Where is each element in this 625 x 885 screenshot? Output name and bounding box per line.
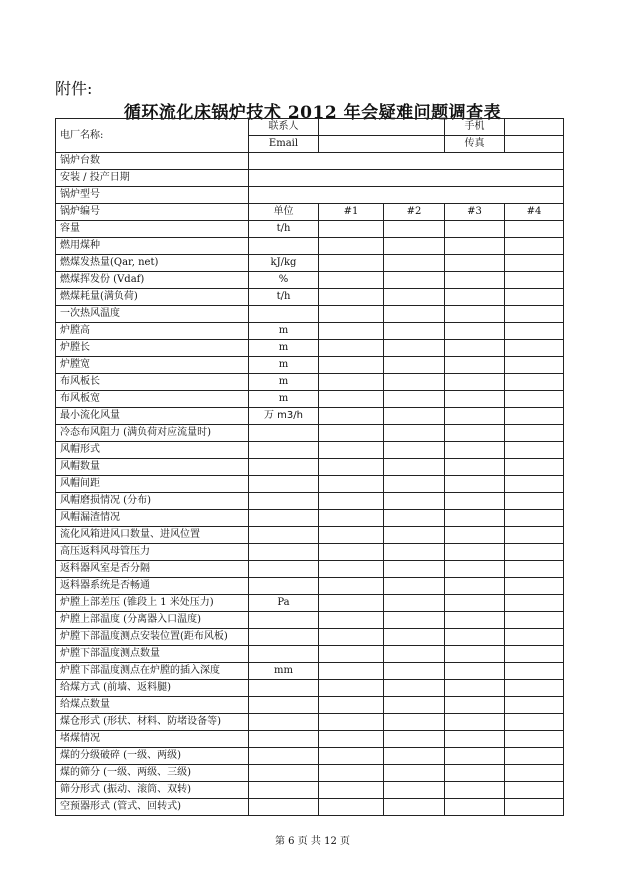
- row-label: 锅炉型号: [56, 187, 249, 204]
- row-label: 高压返料风母管压力: [56, 544, 249, 561]
- row-label: 炉膛高: [56, 323, 249, 340]
- boiler-value-cell[interactable]: [319, 527, 384, 544]
- boiler-value-cell[interactable]: [445, 289, 505, 306]
- contact-value[interactable]: [319, 119, 445, 136]
- row-label: 冷态布风阻力 (满负荷对应流量时): [56, 425, 249, 442]
- boiler-value-cell[interactable]: [505, 612, 564, 629]
- unit-header: 单位: [249, 204, 319, 221]
- boiler-value-cell[interactable]: [445, 221, 505, 238]
- table-row: [56, 731, 564, 748]
- row-label: 给煤方式 (前墙、返料腿): [56, 680, 249, 697]
- boiler-value-cell[interactable]: [505, 544, 564, 561]
- boiler-value-cell[interactable]: [505, 629, 564, 646]
- row-label: 筛分形式 (振动、滚筒、双转): [56, 782, 249, 799]
- row-unit: [249, 714, 319, 731]
- table-row: [56, 765, 564, 782]
- row-value[interactable]: [249, 187, 564, 204]
- row-unit: [249, 799, 319, 816]
- mobile-label: 手机: [445, 119, 505, 136]
- row-label: 风帽形式: [56, 442, 249, 459]
- row-unit: m: [249, 357, 319, 374]
- row-unit: [249, 527, 319, 544]
- boiler-value-cell[interactable]: [384, 612, 445, 629]
- row-label: 风帽间距: [56, 476, 249, 493]
- fax-label: 传真: [445, 136, 505, 153]
- boiler-value-cell[interactable]: [319, 544, 384, 561]
- boiler-value-cell[interactable]: [445, 697, 505, 714]
- boiler-value-cell[interactable]: [319, 442, 384, 459]
- row-label: 燃煤发热量(Qar, net): [56, 255, 249, 272]
- boiler-value-cell[interactable]: [505, 527, 564, 544]
- table-row: [56, 527, 564, 544]
- boiler-value-cell[interactable]: [384, 680, 445, 697]
- boiler-value-cell[interactable]: [319, 272, 384, 289]
- boiler-value-cell[interactable]: [505, 425, 564, 442]
- boiler-value-cell[interactable]: [505, 476, 564, 493]
- boiler-value-cell[interactable]: [384, 731, 445, 748]
- table-row: [56, 408, 564, 425]
- boiler-value-cell[interactable]: [445, 442, 505, 459]
- boiler-value-cell[interactable]: [319, 731, 384, 748]
- boiler-value-cell[interactable]: [505, 561, 564, 578]
- boiler-value-cell[interactable]: [505, 782, 564, 799]
- row-label: 炉膛下部温度测点数量: [56, 646, 249, 663]
- boiler-value-cell[interactable]: [384, 476, 445, 493]
- boiler-value-cell[interactable]: [445, 629, 505, 646]
- row-unit: [249, 578, 319, 595]
- boiler-value-cell[interactable]: [384, 272, 445, 289]
- boiler-value-cell[interactable]: [319, 323, 384, 340]
- boiler-value-cell[interactable]: [505, 272, 564, 289]
- boiler-value-cell[interactable]: [505, 748, 564, 765]
- boiler-value-cell[interactable]: [505, 510, 564, 527]
- row-label: 煤仓形式 (形状、材料、防堵设备等): [56, 714, 249, 731]
- boiler-number-4: #4: [505, 204, 564, 221]
- row-unit: [249, 459, 319, 476]
- boiler-value-cell[interactable]: [319, 306, 384, 323]
- boiler-value-cell[interactable]: [505, 680, 564, 697]
- boiler-value-cell[interactable]: [445, 748, 505, 765]
- boiler-value-cell[interactable]: [319, 476, 384, 493]
- boiler-value-cell[interactable]: [384, 782, 445, 799]
- table-row: [56, 578, 564, 595]
- boiler-value-cell[interactable]: [505, 340, 564, 357]
- boiler-value-cell[interactable]: [445, 510, 505, 527]
- row-value[interactable]: [249, 153, 564, 170]
- table-row: [56, 323, 564, 340]
- row-unit: [249, 238, 319, 255]
- boiler-value-cell[interactable]: [505, 493, 564, 510]
- table-row: [56, 714, 564, 731]
- boiler-value-cell[interactable]: [384, 391, 445, 408]
- boiler-value-cell[interactable]: [319, 646, 384, 663]
- row-unit: [249, 442, 319, 459]
- boiler-value-cell[interactable]: [319, 561, 384, 578]
- boiler-value-cell[interactable]: [505, 714, 564, 731]
- row-label: 燃煤耗量(满负荷): [56, 289, 249, 306]
- boiler-value-cell[interactable]: [319, 425, 384, 442]
- boiler-value-cell[interactable]: [505, 391, 564, 408]
- boiler-value-cell[interactable]: [505, 799, 564, 816]
- row-label: 风帽数量: [56, 459, 249, 476]
- row-label: 空预器形式 (管式、回转式): [56, 799, 249, 816]
- boiler-value-cell[interactable]: [319, 663, 384, 680]
- table-row: [56, 561, 564, 578]
- table-row: [56, 357, 564, 374]
- boiler-value-cell[interactable]: [505, 374, 564, 391]
- row-unit: [249, 629, 319, 646]
- row-label: 炉膛上部温度 (分离器入口温度): [56, 612, 249, 629]
- boiler-value-cell[interactable]: [505, 697, 564, 714]
- boiler-value-cell[interactable]: [319, 221, 384, 238]
- boiler-value-cell[interactable]: [505, 306, 564, 323]
- boiler-value-cell[interactable]: [384, 714, 445, 731]
- boiler-value-cell[interactable]: [384, 748, 445, 765]
- row-unit: m: [249, 323, 319, 340]
- boiler-value-cell[interactable]: [445, 391, 505, 408]
- row-unit: %: [249, 272, 319, 289]
- boiler-value-cell[interactable]: [445, 408, 505, 425]
- table-row: [56, 799, 564, 816]
- table-row: [56, 170, 564, 187]
- boiler-value-cell[interactable]: [505, 459, 564, 476]
- boiler-value-cell[interactable]: [384, 765, 445, 782]
- row-unit: [249, 425, 319, 442]
- row-unit: [249, 748, 319, 765]
- row-value[interactable]: [249, 170, 564, 187]
- table-row: [56, 255, 564, 272]
- row-unit: t/h: [249, 221, 319, 238]
- row-label: 容量: [56, 221, 249, 238]
- row-label: 一次热风温度: [56, 306, 249, 323]
- table-row: [56, 425, 564, 442]
- boiler-value-cell[interactable]: [319, 612, 384, 629]
- boiler-value-cell[interactable]: [319, 714, 384, 731]
- boiler-value-cell[interactable]: [319, 255, 384, 272]
- boiler-value-cell[interactable]: [445, 646, 505, 663]
- boiler-value-cell[interactable]: [319, 578, 384, 595]
- table-row: [56, 612, 564, 629]
- boiler-value-cell[interactable]: [384, 697, 445, 714]
- row-label: 布风板长: [56, 374, 249, 391]
- boiler-value-cell[interactable]: [319, 459, 384, 476]
- boiler-number-2: #2: [384, 204, 445, 221]
- boiler-value-cell[interactable]: [505, 289, 564, 306]
- boiler-number-1: #1: [319, 204, 384, 221]
- boiler-value-cell[interactable]: [505, 595, 564, 612]
- boiler-value-cell[interactable]: [445, 663, 505, 680]
- boiler-value-cell[interactable]: [319, 408, 384, 425]
- row-label: 堵煤情况: [56, 731, 249, 748]
- table-row: [56, 748, 564, 765]
- boiler-value-cell[interactable]: [445, 612, 505, 629]
- boiler-value-cell[interactable]: [384, 510, 445, 527]
- boiler-value-cell[interactable]: [319, 340, 384, 357]
- row-unit: t/h: [249, 289, 319, 306]
- boiler-value-cell[interactable]: [505, 408, 564, 425]
- page-title: 循环流化床锅炉技术 2012 年会疑难问题调查表: [123, 103, 502, 123]
- boiler-value-cell[interactable]: [445, 544, 505, 561]
- row-label: 锅炉台数: [56, 153, 249, 170]
- table-row: [56, 697, 564, 714]
- boiler-value-cell[interactable]: [384, 663, 445, 680]
- boiler-value-cell[interactable]: [319, 238, 384, 255]
- boiler-value-cell[interactable]: [319, 391, 384, 408]
- boiler-value-cell[interactable]: [384, 255, 445, 272]
- boiler-value-cell[interactable]: [505, 578, 564, 595]
- table-row: [56, 493, 564, 510]
- boiler-value-cell[interactable]: [445, 255, 505, 272]
- row-unit: m: [249, 391, 319, 408]
- boiler-value-cell[interactable]: [445, 578, 505, 595]
- boiler-value-cell[interactable]: [445, 799, 505, 816]
- boiler-value-cell[interactable]: [384, 323, 445, 340]
- boiler-value-cell[interactable]: [319, 765, 384, 782]
- row-unit: Pa: [249, 595, 319, 612]
- boiler-value-cell[interactable]: [319, 629, 384, 646]
- table-row: [56, 289, 564, 306]
- table-row: [56, 238, 564, 255]
- row-unit: [249, 561, 319, 578]
- row-label: 炉膛下部温度测点安装位置(距布风板): [56, 629, 249, 646]
- boiler-value-cell[interactable]: [319, 782, 384, 799]
- table-row: [56, 595, 564, 612]
- boiler-value-cell[interactable]: [445, 238, 505, 255]
- boiler-value-cell[interactable]: [384, 340, 445, 357]
- row-label: 燃用煤种: [56, 238, 249, 255]
- boiler-value-cell[interactable]: [319, 697, 384, 714]
- row-unit: 万 m3/h: [249, 408, 319, 425]
- boiler-value-cell[interactable]: [384, 357, 445, 374]
- row-label: 布风板宽: [56, 391, 249, 408]
- boiler-value-cell[interactable]: [505, 663, 564, 680]
- row-unit: [249, 510, 319, 527]
- row-label: 最小流化风量: [56, 408, 249, 425]
- row-unit: [249, 731, 319, 748]
- boiler-value-cell[interactable]: [445, 374, 505, 391]
- boiler-value-cell[interactable]: [384, 646, 445, 663]
- boiler-value-cell[interactable]: [445, 731, 505, 748]
- boiler-value-cell[interactable]: [384, 493, 445, 510]
- boiler-value-cell[interactable]: [319, 748, 384, 765]
- row-unit: [249, 493, 319, 510]
- boiler-value-cell[interactable]: [319, 680, 384, 697]
- boiler-value-cell[interactable]: [384, 459, 445, 476]
- row-unit: [249, 646, 319, 663]
- table-row: [56, 221, 564, 238]
- table-row: [56, 663, 564, 680]
- boiler-value-cell[interactable]: [384, 629, 445, 646]
- table-row: [56, 782, 564, 799]
- boiler-value-cell[interactable]: [445, 595, 505, 612]
- row-label: 风帽漏渣情况: [56, 510, 249, 527]
- table-row: [56, 306, 564, 323]
- boiler-value-cell[interactable]: [445, 680, 505, 697]
- boiler-value-cell[interactable]: [319, 289, 384, 306]
- row-label: 返料器系统是否畅通: [56, 578, 249, 595]
- boiler-value-cell[interactable]: [319, 799, 384, 816]
- boiler-value-cell[interactable]: [319, 510, 384, 527]
- boiler-value-cell[interactable]: [384, 238, 445, 255]
- boiler-value-cell[interactable]: [384, 306, 445, 323]
- row-label: 炉膛宽: [56, 357, 249, 374]
- row-unit: kJ/kg: [249, 255, 319, 272]
- contact-label: 联系人: [249, 119, 319, 136]
- boiler-value-cell[interactable]: [505, 323, 564, 340]
- boiler-value-cell[interactable]: [445, 782, 505, 799]
- row-unit: mm: [249, 663, 319, 680]
- row-label: 安装 / 投产日期: [56, 170, 249, 187]
- boiler-value-cell[interactable]: [505, 646, 564, 663]
- row-label: 返料器风室是否分隔: [56, 561, 249, 578]
- row-label: 煤的筛分 (一级、两级、三级): [56, 765, 249, 782]
- row-label: 炉膛上部差压 (锥段上 1 米处压力): [56, 595, 249, 612]
- table-row: [56, 187, 564, 204]
- row-unit: [249, 782, 319, 799]
- boiler-value-cell[interactable]: [445, 714, 505, 731]
- boiler-value-cell[interactable]: [319, 595, 384, 612]
- table-row: [56, 391, 564, 408]
- boiler-value-cell[interactable]: [505, 221, 564, 238]
- row-unit: [249, 765, 319, 782]
- boiler-value-cell[interactable]: [319, 374, 384, 391]
- boiler-value-cell[interactable]: [505, 357, 564, 374]
- row-label: 炉膛长: [56, 340, 249, 357]
- table-row: [56, 680, 564, 697]
- row-unit: [249, 612, 319, 629]
- boiler-value-cell[interactable]: [445, 357, 505, 374]
- boiler-value-cell[interactable]: [505, 238, 564, 255]
- boiler-value-cell[interactable]: [445, 306, 505, 323]
- boiler-value-cell[interactable]: [505, 442, 564, 459]
- boiler-value-cell[interactable]: [384, 442, 445, 459]
- row-label: 炉膛下部温度测点在炉膛的插入深度: [56, 663, 249, 680]
- boiler-value-cell[interactable]: [445, 323, 505, 340]
- boiler-value-cell[interactable]: [384, 578, 445, 595]
- table-row: [56, 544, 564, 561]
- boiler-value-cell[interactable]: [319, 493, 384, 510]
- row-label: 风帽磨损情况 (分布): [56, 493, 249, 510]
- boiler-value-cell[interactable]: [445, 272, 505, 289]
- row-label: 燃煤挥发份 (Vdaf): [56, 272, 249, 289]
- boiler-number-row: [56, 204, 564, 221]
- row-unit: [249, 306, 319, 323]
- boiler-value-cell[interactable]: [445, 340, 505, 357]
- boiler-value-cell[interactable]: [384, 425, 445, 442]
- boiler-value-cell[interactable]: [384, 527, 445, 544]
- boiler-value-cell[interactable]: [384, 544, 445, 561]
- boiler-value-cell[interactable]: [384, 595, 445, 612]
- table-row: [56, 340, 564, 357]
- boiler-value-cell[interactable]: [445, 476, 505, 493]
- boiler-value-cell[interactable]: [445, 425, 505, 442]
- table-row: [56, 374, 564, 391]
- row-label: 给煤点数量: [56, 697, 249, 714]
- boiler-value-cell[interactable]: [384, 221, 445, 238]
- table-row: [56, 646, 564, 663]
- row-unit: m: [249, 374, 319, 391]
- boiler-value-cell[interactable]: [505, 731, 564, 748]
- fax-value[interactable]: [505, 136, 564, 153]
- row-unit: [249, 680, 319, 697]
- boiler-value-cell[interactable]: [445, 459, 505, 476]
- table-row: [56, 153, 564, 170]
- email-value[interactable]: [319, 136, 445, 153]
- boiler-value-cell[interactable]: [384, 374, 445, 391]
- boiler-value-cell[interactable]: [445, 527, 505, 544]
- boiler-value-cell[interactable]: [384, 289, 445, 306]
- row-label: 流化风箱进风口数量、进风位置: [56, 527, 249, 544]
- survey-table: [55, 118, 564, 816]
- row-unit: [249, 697, 319, 714]
- boiler-value-cell[interactable]: [384, 408, 445, 425]
- boiler-value-cell[interactable]: [319, 357, 384, 374]
- boiler-value-cell[interactable]: [445, 561, 505, 578]
- row-unit: [249, 476, 319, 493]
- boiler-value-cell[interactable]: [505, 255, 564, 272]
- table-row: [56, 629, 564, 646]
- row-unit: m: [249, 340, 319, 357]
- attachment-label: 附件:: [55, 79, 93, 98]
- plant-name-label: 电厂名称:: [56, 119, 249, 153]
- boiler-value-cell[interactable]: [384, 799, 445, 816]
- row-unit: [249, 544, 319, 561]
- row-label: 煤的分级破碎 (一级、两级): [56, 748, 249, 765]
- page-footer: 第 6 页 共 12 页: [275, 836, 350, 847]
- table-row: [56, 476, 564, 493]
- table-row: [56, 442, 564, 459]
- boiler-value-cell[interactable]: [384, 561, 445, 578]
- mobile-value[interactable]: [505, 119, 564, 136]
- header-row-1: [56, 119, 564, 136]
- boiler-number-label: 锅炉编号: [56, 204, 249, 221]
- email-label: Email: [249, 136, 319, 153]
- table-row: [56, 272, 564, 289]
- boiler-value-cell[interactable]: [445, 765, 505, 782]
- table-row: [56, 510, 564, 527]
- boiler-number-3: #3: [445, 204, 505, 221]
- table-row: [56, 459, 564, 476]
- boiler-value-cell[interactable]: [505, 765, 564, 782]
- boiler-value-cell[interactable]: [445, 493, 505, 510]
